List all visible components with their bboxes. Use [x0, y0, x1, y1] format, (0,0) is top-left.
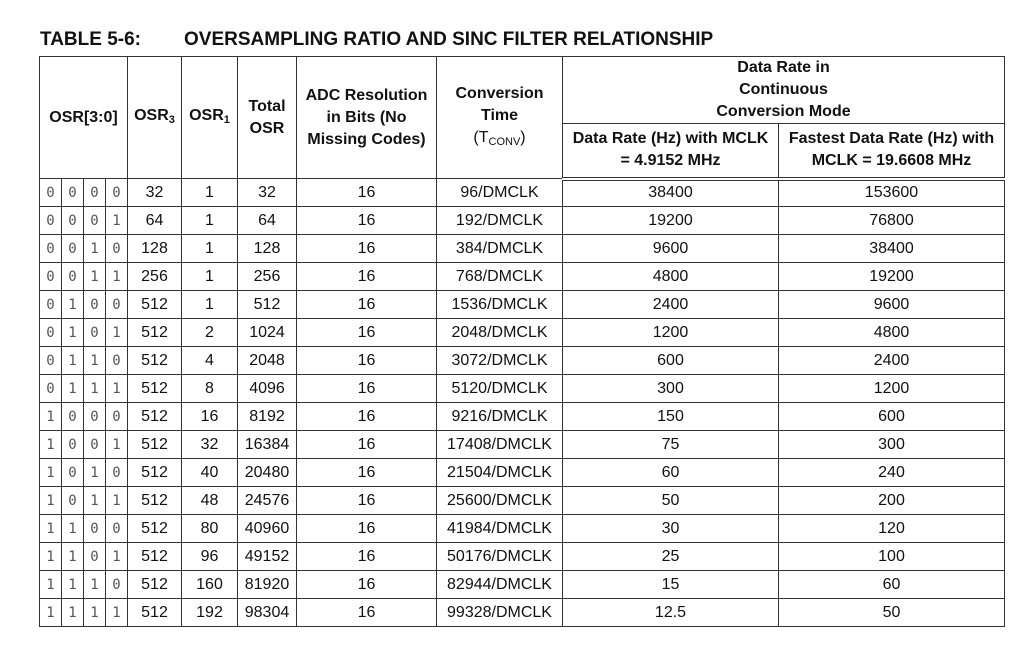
- osr-bit-cell: 0: [40, 347, 62, 375]
- total-osr-cell: 32: [238, 179, 297, 207]
- osr-bit-cell: 0: [40, 179, 62, 207]
- conversion-time-cell: 1536/DMCLK: [437, 291, 563, 319]
- table-row: [40, 431, 1005, 459]
- osr-bit-cell: 0: [106, 179, 128, 207]
- osr-bit-cell: 1: [106, 263, 128, 291]
- table-row: [40, 179, 1005, 207]
- osr-bit-cell: 0: [84, 515, 106, 543]
- conversion-time-cell: 2048/DMCLK: [437, 319, 563, 347]
- total-osr-cell: 1024: [238, 319, 297, 347]
- osr-bit-cell: 0: [40, 319, 62, 347]
- table-row: [40, 599, 1005, 627]
- conversion-time-cell: 768/DMCLK: [437, 263, 563, 291]
- adc-resolution-cell: 16: [297, 487, 437, 515]
- osr-bit-cell: 1: [62, 571, 84, 599]
- fastest-data-rate-cell: 38400: [779, 235, 1005, 263]
- osr-bit-cell: 1: [84, 459, 106, 487]
- osr-bit-cell: 1: [62, 543, 84, 571]
- osr-bit-cell: 1: [62, 515, 84, 543]
- table-row: [40, 515, 1005, 543]
- fastest-data-rate-cell: 76800: [779, 207, 1005, 235]
- osr-bit-cell: 1: [40, 459, 62, 487]
- fastest-data-rate-cell: 2400: [779, 347, 1005, 375]
- osr-bit-cell: 0: [40, 263, 62, 291]
- osr-bit-cell: 1: [40, 543, 62, 571]
- conversion-time-cell: 5120/DMCLK: [437, 375, 563, 403]
- header-data-rate-group: Data Rate in Continuous Conversion Mode: [563, 57, 1005, 124]
- osr-bit-cell: 0: [40, 375, 62, 403]
- osr-bit-cell: 1: [62, 599, 84, 627]
- adc-resolution-cell: 16: [297, 319, 437, 347]
- osr-bit-cell: 1: [62, 347, 84, 375]
- header-osr1: $OSR_1$: [182, 57, 238, 179]
- table-number: TABLE 5-6:: [40, 29, 141, 50]
- osr1-cell: 1: [182, 291, 238, 319]
- osr-bit-cell: 1: [106, 543, 128, 571]
- osr-bit-cell: 0: [40, 291, 62, 319]
- osr-bit-cell: 1: [106, 319, 128, 347]
- osr-bit-cell: 0: [106, 347, 128, 375]
- data-rate-cell: 150: [563, 403, 779, 431]
- fastest-data-rate-cell: 19200: [779, 263, 1005, 291]
- osr3-cell: 512: [128, 487, 182, 515]
- osr3-cell: 128: [128, 235, 182, 263]
- table-row: [40, 207, 1005, 235]
- fastest-data-rate-cell: 60: [779, 571, 1005, 599]
- header-osr3: $OSR_3$: [128, 57, 182, 179]
- osr-bit-cell: 1: [40, 431, 62, 459]
- adc-resolution-cell: 16: [297, 459, 437, 487]
- osr-bit-cell: 1: [84, 571, 106, 599]
- conversion-time-cell: 21504/DMCLK: [437, 459, 563, 487]
- data-rate-cell: 19200: [563, 207, 779, 235]
- data-rate-cell: 50: [563, 487, 779, 515]
- adc-resolution-cell: 16: [297, 515, 437, 543]
- table-row: [40, 403, 1005, 431]
- osr1-cell: 16: [182, 403, 238, 431]
- osr1-cell: 48: [182, 487, 238, 515]
- header-total-osr: Total OSR: [238, 57, 297, 179]
- data-rate-cell: 15: [563, 571, 779, 599]
- fastest-data-rate-cell: 153600: [779, 179, 1005, 207]
- osr-bit-cell: 0: [62, 431, 84, 459]
- osr-bit-cell: 0: [84, 179, 106, 207]
- osr1-cell: 80: [182, 515, 238, 543]
- fastest-data-rate-cell: 1200: [779, 375, 1005, 403]
- header-fastest-data-rate: Fastest Data Rate (Hz) with MCLK = 19.6608 MHz: [779, 124, 1005, 179]
- osr1-cell: 160: [182, 571, 238, 599]
- osr3-cell: 512: [128, 599, 182, 627]
- osr1-cell: 1: [182, 263, 238, 291]
- table-row: [40, 235, 1005, 263]
- table-row: [40, 459, 1005, 487]
- osr-bit-cell: 0: [106, 459, 128, 487]
- total-osr-cell: 256: [238, 263, 297, 291]
- osr-bit-cell: 0: [84, 291, 106, 319]
- table-row: [40, 375, 1005, 403]
- osr-bit-cell: 1: [40, 487, 62, 515]
- osr-bit-cell: 0: [40, 235, 62, 263]
- adc-resolution-cell: 16: [297, 431, 437, 459]
- fastest-data-rate-cell: 100: [779, 543, 1005, 571]
- osr-bit-cell: 0: [106, 571, 128, 599]
- total-osr-cell: 512: [238, 291, 297, 319]
- osr3-cell: 512: [128, 431, 182, 459]
- osr-bit-cell: 0: [62, 263, 84, 291]
- osr1-cell: 8: [182, 375, 238, 403]
- total-osr-cell: 8192: [238, 403, 297, 431]
- conversion-time-cell: 3072/DMCLK: [437, 347, 563, 375]
- osr-bit-cell: 0: [40, 207, 62, 235]
- total-osr-cell: 128: [238, 235, 297, 263]
- fastest-data-rate-cell: 300: [779, 431, 1005, 459]
- conversion-time-cell: 192/DMCLK: [437, 207, 563, 235]
- osr-bit-cell: 1: [106, 375, 128, 403]
- osr-bit-cell: 0: [62, 459, 84, 487]
- header-data-rate: Data Rate (Hz) with MCLK = 4.9152 MHz: [563, 124, 779, 179]
- data-rate-cell: 2400: [563, 291, 779, 319]
- osr-bit-cell: 1: [84, 235, 106, 263]
- osr-bit-cell: 1: [84, 375, 106, 403]
- osr3-cell: 64: [128, 207, 182, 235]
- adc-resolution-cell: 16: [297, 543, 437, 571]
- fastest-data-rate-cell: 4800: [779, 319, 1005, 347]
- data-rate-cell: 300: [563, 375, 779, 403]
- table-row: [40, 487, 1005, 515]
- table-row: [40, 347, 1005, 375]
- data-rate-cell: 9600: [563, 235, 779, 263]
- osr3-cell: 512: [128, 515, 182, 543]
- table-row: [40, 263, 1005, 291]
- adc-resolution-cell: 16: [297, 179, 437, 207]
- osr-bit-cell: 0: [106, 235, 128, 263]
- osr-bit-cell: 0: [62, 179, 84, 207]
- osr1-cell: 32: [182, 431, 238, 459]
- fastest-data-rate-cell: 50: [779, 599, 1005, 627]
- adc-resolution-cell: 16: [297, 571, 437, 599]
- total-osr-cell: 2048: [238, 347, 297, 375]
- header-conversion-time: Conversion Time $(T_{CONV})$: [437, 57, 563, 179]
- total-osr-cell: 4096: [238, 375, 297, 403]
- total-osr-cell: 64: [238, 207, 297, 235]
- osr-bit-cell: 0: [62, 235, 84, 263]
- table-row: [40, 291, 1005, 319]
- osr3-cell: 512: [128, 347, 182, 375]
- osr-bit-cell: 1: [106, 207, 128, 235]
- osr-bit-cell: 1: [106, 487, 128, 515]
- osr1-cell: 1: [182, 235, 238, 263]
- data-rate-cell: 38400: [563, 179, 779, 207]
- conversion-time-cell: 50176/DMCLK: [437, 543, 563, 571]
- table-row: [40, 543, 1005, 571]
- header-adc-resolution: ADC Resolution in Bits (No Missing Codes): [297, 57, 437, 179]
- osr3-cell: 512: [128, 571, 182, 599]
- adc-resolution-cell: 16: [297, 291, 437, 319]
- adc-resolution-cell: 16: [297, 375, 437, 403]
- adc-resolution-cell: 16: [297, 599, 437, 627]
- osr-table: [39, 56, 1005, 627]
- osr-bit-cell: 0: [106, 403, 128, 431]
- table-row: [40, 571, 1005, 599]
- tconv-symbol: $(T_{CONV})$: [473, 128, 526, 148]
- osr-bit-cell: 1: [106, 599, 128, 627]
- total-osr-cell: 40960: [238, 515, 297, 543]
- data-rate-cell: 12.5: [563, 599, 779, 627]
- header-osr: OSR[3:0]: [40, 57, 128, 179]
- table-title: OVERSAMPLING RATIO AND SINC FILTER RELATIONSHIP: [184, 29, 714, 50]
- adc-resolution-cell: 16: [297, 263, 437, 291]
- conversion-time-cell: 384/DMCLK: [437, 235, 563, 263]
- osr-bit-cell: 1: [40, 599, 62, 627]
- osr1-cell: 2: [182, 319, 238, 347]
- conversion-time-cell: 41984/DMCLK: [437, 515, 563, 543]
- data-rate-cell: 75: [563, 431, 779, 459]
- osr-bit-cell: 1: [62, 319, 84, 347]
- data-rate-cell: 30: [563, 515, 779, 543]
- total-osr-cell: 20480: [238, 459, 297, 487]
- osr-bit-cell: 0: [84, 543, 106, 571]
- osr1-cell: 96: [182, 543, 238, 571]
- osr-bit-cell: 0: [106, 515, 128, 543]
- fastest-data-rate-cell: 200: [779, 487, 1005, 515]
- osr-bit-cell: 0: [62, 487, 84, 515]
- conversion-time-cell: 25600/DMCLK: [437, 487, 563, 515]
- osr3-cell: 512: [128, 459, 182, 487]
- data-rate-cell: 600: [563, 347, 779, 375]
- data-rate-cell: 25: [563, 543, 779, 571]
- osr-bit-cell: 1: [84, 487, 106, 515]
- osr1-cell: 40: [182, 459, 238, 487]
- osr-bit-cell: 0: [84, 207, 106, 235]
- osr3-cell: 512: [128, 375, 182, 403]
- table-row: [40, 319, 1005, 347]
- fastest-data-rate-cell: 600: [779, 403, 1005, 431]
- osr3-cell: 512: [128, 291, 182, 319]
- osr-bit-cell: 1: [84, 263, 106, 291]
- data-rate-cell: 1200: [563, 319, 779, 347]
- osr-bit-cell: 1: [84, 347, 106, 375]
- total-osr-cell: 16384: [238, 431, 297, 459]
- osr1-cell: 1: [182, 207, 238, 235]
- fastest-data-rate-cell: 120: [779, 515, 1005, 543]
- adc-resolution-cell: 16: [297, 347, 437, 375]
- osr-bit-cell: 0: [62, 207, 84, 235]
- osr-bit-cell: 1: [40, 403, 62, 431]
- adc-resolution-cell: 16: [297, 235, 437, 263]
- osr3-cell: 256: [128, 263, 182, 291]
- osr-bit-cell: 1: [40, 515, 62, 543]
- conversion-time-cell: 82944/DMCLK: [437, 571, 563, 599]
- osr1-cell: 192: [182, 599, 238, 627]
- osr-bit-cell: 1: [40, 571, 62, 599]
- fastest-data-rate-cell: 9600: [779, 291, 1005, 319]
- total-osr-cell: 98304: [238, 599, 297, 627]
- osr-bit-cell: 1: [106, 431, 128, 459]
- osr-bit-cell: 1: [62, 291, 84, 319]
- table-caption: [40, 29, 713, 51]
- total-osr-cell: 24576: [238, 487, 297, 515]
- osr-bit-cell: 0: [62, 403, 84, 431]
- total-osr-cell: 49152: [238, 543, 297, 571]
- adc-resolution-cell: 16: [297, 403, 437, 431]
- osr3-cell: 512: [128, 319, 182, 347]
- osr-bit-cell: 1: [84, 599, 106, 627]
- osr3-cell: 32: [128, 179, 182, 207]
- conversion-time-cell: 17408/DMCLK: [437, 431, 563, 459]
- conversion-time-cell: 96/DMCLK: [437, 179, 563, 207]
- osr3-cell: 512: [128, 543, 182, 571]
- osr-bit-cell: 0: [106, 291, 128, 319]
- osr-bit-cell: 0: [84, 431, 106, 459]
- conversion-time-cell: 99328/DMCLK: [437, 599, 563, 627]
- conversion-time-cell: 9216/DMCLK: [437, 403, 563, 431]
- osr-bit-cell: 1: [62, 375, 84, 403]
- adc-resolution-cell: 16: [297, 207, 437, 235]
- osr1-cell: 1: [182, 179, 238, 207]
- osr-bit-cell: 0: [84, 319, 106, 347]
- data-rate-cell: 4800: [563, 263, 779, 291]
- osr1-cell: 4: [182, 347, 238, 375]
- osr-bit-cell: 0: [84, 403, 106, 431]
- total-osr-cell: 81920: [238, 571, 297, 599]
- osr3-cell: 512: [128, 403, 182, 431]
- data-rate-cell: 60: [563, 459, 779, 487]
- fastest-data-rate-cell: 240: [779, 459, 1005, 487]
